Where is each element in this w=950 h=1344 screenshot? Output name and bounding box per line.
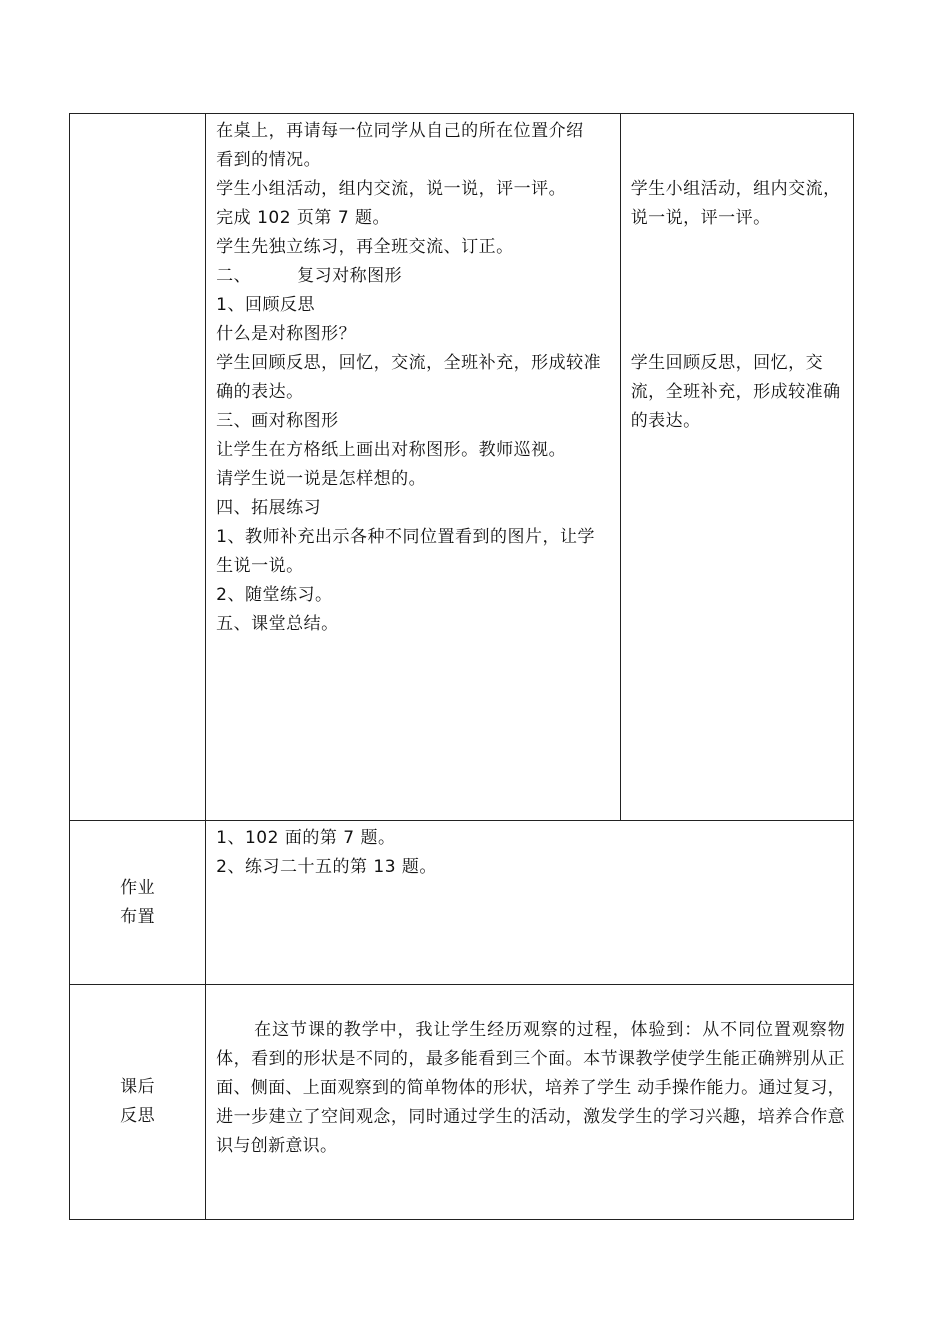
process-line: 在桌上，再请每一位同学从自己的所在位置介绍	[216, 121, 584, 141]
process-line: 五、课堂总结。	[216, 614, 339, 634]
lesson-plan-table	[69, 113, 854, 1220]
homework-item: 1、102 面的第 7 题。	[216, 828, 396, 848]
process-line: 让学生在方格纸上画出对称图形。教师巡视。	[216, 440, 567, 460]
reflection-content-cell	[206, 985, 854, 1220]
process-main-cell	[206, 114, 621, 821]
section-two-number: 二、	[216, 266, 252, 286]
homework-label: 作业	[120, 877, 156, 898]
process-line: 学生回顾反思，回忆，交流，全班补充，形成较准	[216, 353, 602, 373]
reflection-row	[70, 985, 854, 1220]
process-side-cell	[620, 114, 853, 821]
homework-content-cell	[206, 821, 854, 985]
process-line: 三、画对称图形	[216, 411, 339, 431]
process-line: 学生先独立练习，再全班交流、订正。	[216, 237, 514, 257]
process-line: 完成 102 页第 7 题。	[216, 208, 391, 228]
process-line: 学生小组活动，组内交流，说一说，评一评。	[216, 179, 567, 199]
process-line: 1、教师补充出示各种不同位置看到的图片，让学	[216, 527, 595, 547]
process-line: 什么是对称图形？	[216, 324, 357, 344]
section-two-title: 复习对称图形	[297, 266, 403, 286]
homework-label-cell	[70, 821, 206, 985]
process-line: 生说一说。	[216, 556, 304, 576]
process-line: 请学生说一说是怎样想的。	[216, 469, 427, 489]
homework-item: 2、练习二十五的第 13 题。	[216, 857, 437, 877]
section-two-heading	[216, 262, 612, 291]
side-note-line: 的表达。	[630, 411, 701, 431]
reflection-label: 反思	[120, 1106, 156, 1126]
side-note-line: 说一说，评一评。	[630, 208, 771, 228]
side-note-line: 流，全班补充，形成较准确	[630, 382, 841, 402]
process-label-cell	[70, 114, 206, 821]
side-note-line: 学生回顾反思，回忆，交	[630, 353, 824, 373]
reflection-label-cell	[70, 985, 206, 1220]
process-line: 2、随堂练习。	[216, 585, 333, 605]
process-line: 四、拓展练习	[216, 498, 322, 518]
reflection-label: 课后	[120, 1077, 156, 1097]
process-line: 确的表达。	[216, 382, 304, 402]
lesson-process-row	[70, 114, 854, 821]
process-line: 看到的情况。	[216, 150, 322, 170]
homework-row	[70, 821, 854, 985]
homework-label: 布置	[120, 906, 156, 927]
side-note-line: 学生小组活动，组内交流，	[630, 179, 841, 199]
reflection-text: 在这节课的教学中，我让学生经历观察的过程，体验到：从不同位置观察物体，看到的形状是不同的，最多能看到三个面。本节课教学使学生能正确辨别从正面、侧面、上面观察到的简单物体的形状，培养了学生 动手操作能力。通过复习，进一步建立了空间观念，同时通过学生的活动，激发学生的学习兴趣，培养合作意识与创新意识。	[216, 1020, 845, 1156]
process-line: 1、回顾反思	[216, 295, 315, 315]
